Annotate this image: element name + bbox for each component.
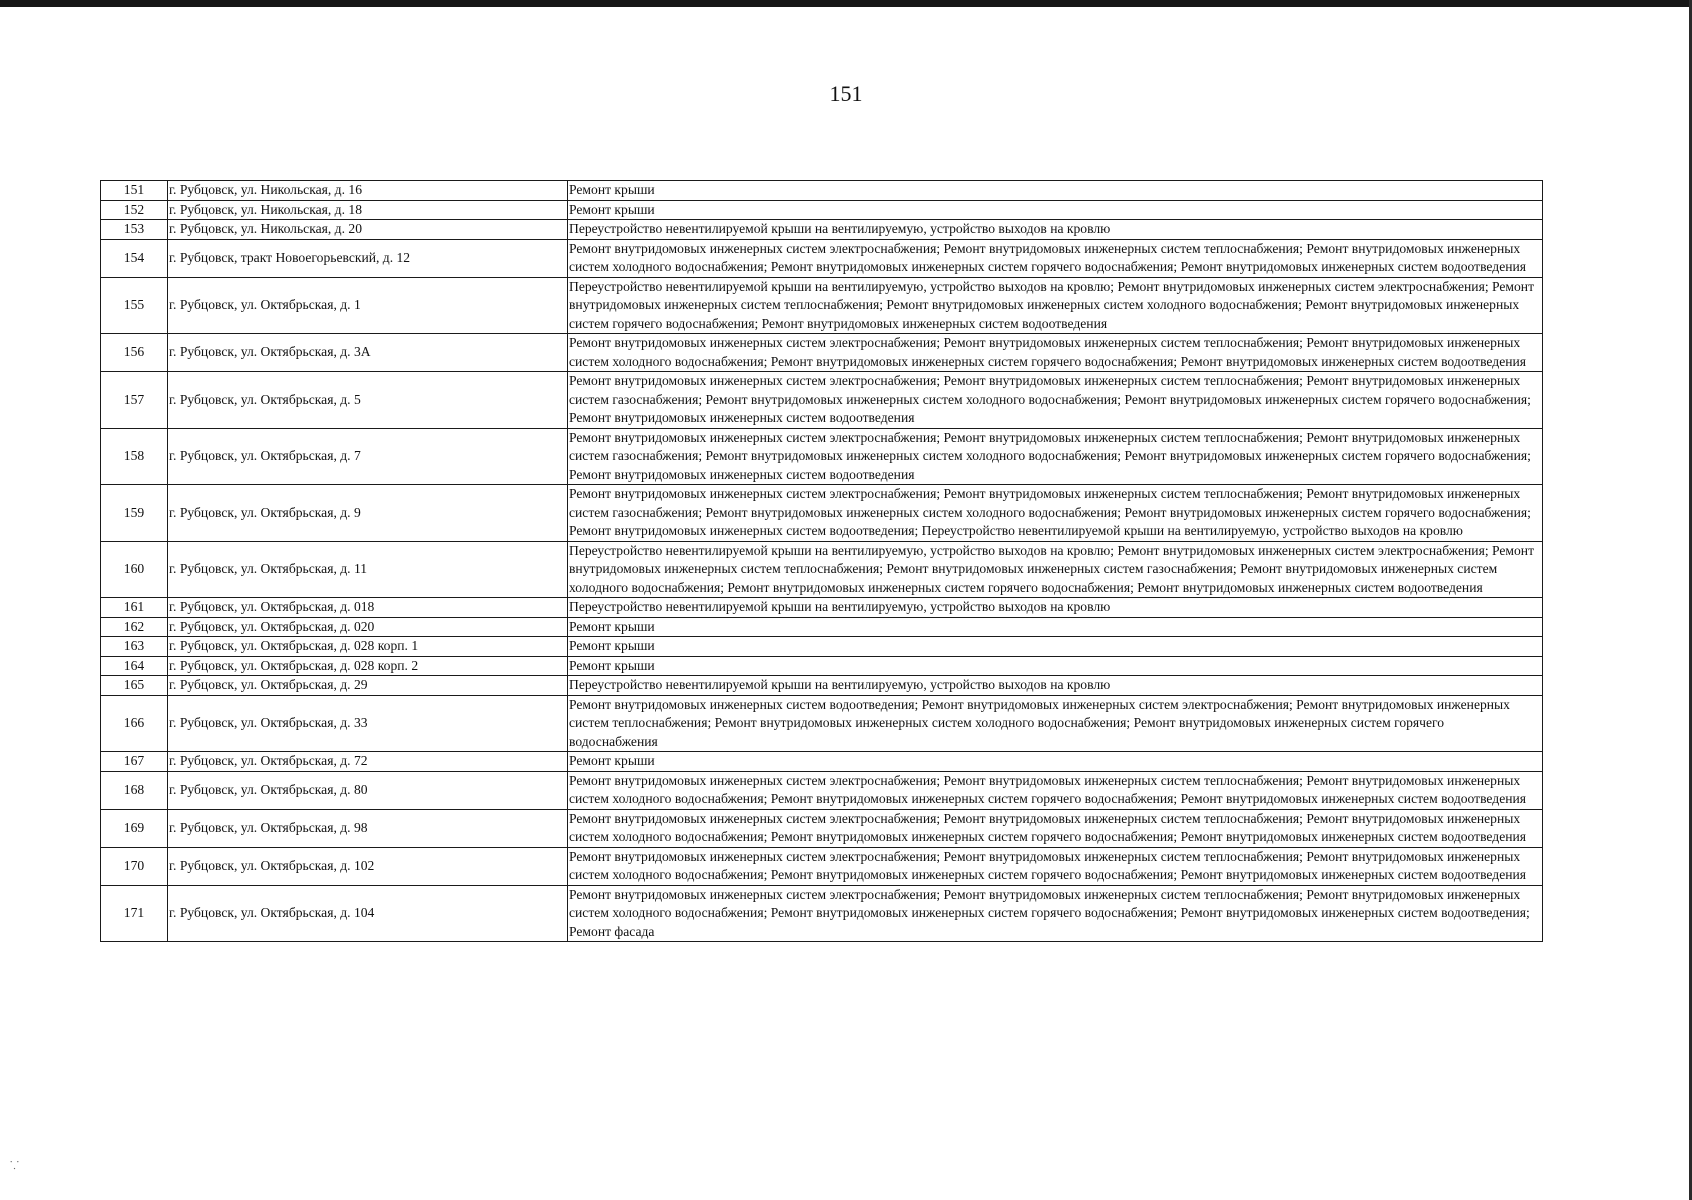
row-number: 165	[101, 676, 168, 696]
row-number: 170	[101, 847, 168, 885]
table-row	[101, 372, 1543, 429]
table-row	[101, 598, 1543, 618]
table-row	[101, 239, 1543, 277]
row-number: 163	[101, 637, 168, 657]
page-number: 151	[829, 81, 863, 106]
row-number: 161	[101, 598, 168, 618]
building-address: г. Рубцовск, ул. Октябрьская, д. 104	[168, 885, 568, 942]
repair-works: Ремонт крыши	[568, 617, 1543, 637]
building-address: г. Рубцовск, ул. Октябрьская, д. 020	[168, 617, 568, 637]
repair-works: Переустройство невентилируемой крыши на вентилируемую, устройство выходов на кровлю	[568, 220, 1543, 240]
repair-works: Ремонт внутридомовых инженерных систем электроснабжения; Ремонт внутридомовых инженерных систем теплоснабжения; Ремонт внутридомовых инженерных систем холодного водоснабжения; Ремонт внутридомовых инженерных систем горячего водоснабжения; Ремонт внутридомовых инженерных систем водоотведения	[568, 239, 1543, 277]
table-row	[101, 277, 1543, 334]
row-number: 169	[101, 809, 168, 847]
repair-works: Ремонт внутридомовых инженерных систем электроснабжения; Ремонт внутридомовых инженерных систем теплоснабжения; Ремонт внутридомовых инженерных систем холодного водоснабжения; Ремонт внутридомовых инженерных систем горячего водоснабжения; Ремонт внутридомовых инженерных систем водоотведения; Ремонт фасада	[568, 885, 1543, 942]
row-number: 151	[101, 181, 168, 201]
table-row	[101, 695, 1543, 752]
table-row	[101, 428, 1543, 485]
building-address: г. Рубцовск, ул. Октябрьская, д. 29	[168, 676, 568, 696]
repair-works: Ремонт внутридомовых инженерных систем электроснабжения; Ремонт внутридомовых инженерных систем теплоснабжения; Ремонт внутридомовых инженерных систем холодного водоснабжения; Ремонт внутридомовых инженерных систем горячего водоснабжения; Ремонт внутридомовых инженерных систем водоотведения	[568, 809, 1543, 847]
table-row	[101, 676, 1543, 696]
building-address: г. Рубцовск, тракт Новоегорьевский, д. 12	[168, 239, 568, 277]
scan-speck-mark: ⸪	[10, 1160, 21, 1172]
repair-works-table	[100, 180, 1543, 942]
repair-works-table-body	[101, 181, 1543, 942]
table-row	[101, 334, 1543, 372]
row-number: 157	[101, 372, 168, 429]
table-row	[101, 181, 1543, 201]
repair-works: Переустройство невентилируемой крыши на вентилируемую, устройство выходов на кровлю	[568, 676, 1543, 696]
building-address: г. Рубцовск, ул. Октябрьская, д. 5	[168, 372, 568, 429]
row-number: 153	[101, 220, 168, 240]
repair-works: Ремонт внутридомовых инженерных систем электроснабжения; Ремонт внутридомовых инженерных систем теплоснабжения; Ремонт внутридомовых инженерных систем холодного водоснабжения; Ремонт внутридомовых инженерных систем горячего водоснабжения; Ремонт внутридомовых инженерных систем водоотведения	[568, 847, 1543, 885]
building-address: г. Рубцовск, ул. Октябрьская, д. 102	[168, 847, 568, 885]
building-address: г. Рубцовск, ул. Никольская, д. 16	[168, 181, 568, 201]
repair-works: Ремонт крыши	[568, 656, 1543, 676]
row-number: 160	[101, 541, 168, 598]
row-number: 166	[101, 695, 168, 752]
table-row	[101, 809, 1543, 847]
repair-works: Ремонт внутридомовых инженерных систем электроснабжения; Ремонт внутридомовых инженерных систем теплоснабжения; Ремонт внутридомовых инженерных систем холодного водоснабжения; Ремонт внутридомовых инженерных систем горячего водоснабжения; Ремонт внутридомовых инженерных систем водоотведения	[568, 771, 1543, 809]
building-address: г. Рубцовск, ул. Октябрьская, д. 028 корп. 2	[168, 656, 568, 676]
row-number: 171	[101, 885, 168, 942]
table-row	[101, 485, 1543, 542]
building-address: г. Рубцовск, ул. Никольская, д. 20	[168, 220, 568, 240]
row-number: 159	[101, 485, 168, 542]
repair-works: Ремонт внутридомовых инженерных систем электроснабжения; Ремонт внутридомовых инженерных систем теплоснабжения; Ремонт внутридомовых инженерных систем газоснабжения; Ремонт внутридомовых инженерных систем холодного водоснабжения; Ремонт внутридомовых инженерных систем горячего водоснабжения; Ремонт внутридомовых инженерных систем водоотведения; Переустройство невентилируемой крыши на вентилируемую, устройство выходов на кровлю	[568, 485, 1543, 542]
building-address: г. Рубцовск, ул. Никольская, д. 18	[168, 200, 568, 220]
table-row	[101, 656, 1543, 676]
row-number: 168	[101, 771, 168, 809]
table-row	[101, 637, 1543, 657]
row-number: 154	[101, 239, 168, 277]
row-number: 158	[101, 428, 168, 485]
row-number: 155	[101, 277, 168, 334]
building-address: г. Рубцовск, ул. Октябрьская, д. 018	[168, 598, 568, 618]
building-address: г. Рубцовск, ул. Октябрьская, д. 98	[168, 809, 568, 847]
table-row	[101, 771, 1543, 809]
repair-works: Переустройство невентилируемой крыши на вентилируемую, устройство выходов на кровлю; Ремонт внутридомовых инженерных систем электроснабжения; Ремонт внутридомовых инженерных систем теплоснабжения; Ремонт внутридомовых инженерных систем холодного водоснабжения; Ремонт внутридомовых инженерных систем горячего водоснабжения; Ремонт внутридомовых инженерных систем водоотведения	[568, 277, 1543, 334]
row-number: 152	[101, 200, 168, 220]
building-address: г. Рубцовск, ул. Октябрьская, д. 72	[168, 752, 568, 772]
table-row	[101, 617, 1543, 637]
building-address: г. Рубцовск, ул. Октябрьская, д. 9	[168, 485, 568, 542]
repair-works: Ремонт внутридомовых инженерных систем водоотведения; Ремонт внутридомовых инженерных систем электроснабжения; Ремонт внутридомовых инженерных систем теплоснабжения; Ремонт внутридомовых инженерных систем холодного водоснабжения; Ремонт внутридомовых инженерных систем горячего водоснабжения	[568, 695, 1543, 752]
repair-works: Ремонт крыши	[568, 181, 1543, 201]
building-address: г. Рубцовск, ул. Октябрьская, д. 80	[168, 771, 568, 809]
repair-works: Ремонт внутридомовых инженерных систем электроснабжения; Ремонт внутридомовых инженерных систем теплоснабжения; Ремонт внутридомовых инженерных систем газоснабжения; Ремонт внутридомовых инженерных систем холодного водоснабжения; Ремонт внутридомовых инженерных систем горячего водоснабжения; Ремонт внутридомовых инженерных систем водоотведения	[568, 428, 1543, 485]
row-number: 162	[101, 617, 168, 637]
table-row	[101, 752, 1543, 772]
building-address: г. Рубцовск, ул. Октябрьская, д. 028 корп. 1	[168, 637, 568, 657]
table-row	[101, 200, 1543, 220]
building-address: г. Рубцовск, ул. Октябрьская, д. 7	[168, 428, 568, 485]
table-row	[101, 885, 1543, 942]
repair-works: Ремонт внутридомовых инженерных систем электроснабжения; Ремонт внутридомовых инженерных систем теплоснабжения; Ремонт внутридомовых инженерных систем газоснабжения; Ремонт внутридомовых инженерных систем холодного водоснабжения; Ремонт внутридомовых инженерных систем горячего водоснабжения; Ремонт внутридомовых инженерных систем водоотведения	[568, 372, 1543, 429]
repair-works: Переустройство невентилируемой крыши на вентилируемую, устройство выходов на кровлю	[568, 598, 1543, 618]
table-row	[101, 847, 1543, 885]
repair-works: Ремонт крыши	[568, 637, 1543, 657]
row-number: 167	[101, 752, 168, 772]
row-number: 164	[101, 656, 168, 676]
building-address: г. Рубцовск, ул. Октябрьская, д. 3А	[168, 334, 568, 372]
building-address: г. Рубцовск, ул. Октябрьская, д. 1	[168, 277, 568, 334]
repair-works: Ремонт крыши	[568, 752, 1543, 772]
table-row	[101, 541, 1543, 598]
row-number: 156	[101, 334, 168, 372]
building-address: г. Рубцовск, ул. Октябрьская, д. 11	[168, 541, 568, 598]
repair-works: Ремонт крыши	[568, 200, 1543, 220]
building-address: г. Рубцовск, ул. Октябрьская, д. 33	[168, 695, 568, 752]
repair-works: Ремонт внутридомовых инженерных систем электроснабжения; Ремонт внутридомовых инженерных систем теплоснабжения; Ремонт внутридомовых инженерных систем холодного водоснабжения; Ремонт внутридомовых инженерных систем горячего водоснабжения; Ремонт внутридомовых инженерных систем водоотведения	[568, 334, 1543, 372]
scan-top-border	[0, 0, 1692, 7]
table-row	[101, 220, 1543, 240]
repair-works: Переустройство невентилируемой крыши на вентилируемую, устройство выходов на кровлю; Ремонт внутридомовых инженерных систем электроснабжения; Ремонт внутридомовых инженерных систем теплоснабжения; Ремонт внутридомовых инженерных систем газоснабжения; Ремонт внутридомовых инженерных систем холодного водоснабжения; Ремонт внутридомовых инженерных систем горячего водоснабжения; Ремонт внутридомовых инженерных систем водоотведения	[568, 541, 1543, 598]
